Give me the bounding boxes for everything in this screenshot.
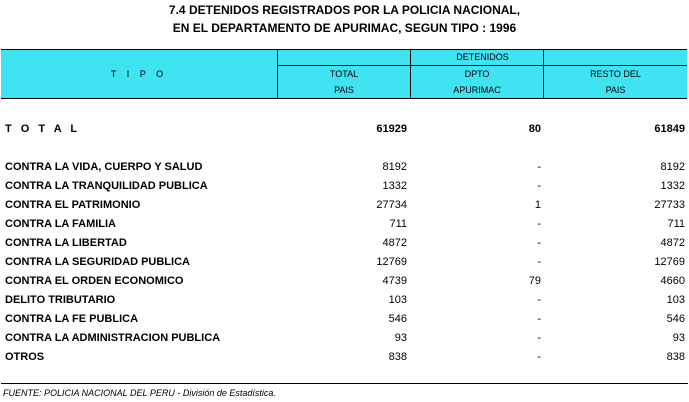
- row-total-pais: 711: [389, 218, 407, 230]
- header-detenidos: DETENIDOS: [456, 52, 509, 62]
- row-total-pais: 93: [394, 332, 407, 344]
- table-header: [1, 49, 687, 99]
- row-label: CONTRA LA FE PUBLICA: [5, 313, 139, 325]
- row-total-pais: 12769: [376, 256, 407, 268]
- table-row: [0, 256, 689, 272]
- row-apurimac: -: [537, 351, 541, 363]
- row-label: CONTRA LA SEGURIDAD PUBLICA: [5, 256, 190, 268]
- row-label: CONTRA LA FAMILIA: [5, 218, 117, 230]
- row-apurimac: -: [537, 294, 541, 306]
- page-title: 7.4 DETENIDOS REGISTRADOS POR LA POLICIA NACIONAL,: [168, 3, 521, 17]
- row-apurimac: -: [537, 218, 541, 230]
- row-resto-pais: 546: [666, 313, 685, 325]
- table-row: [0, 313, 689, 329]
- row-resto-pais: 103: [666, 294, 685, 306]
- row-total-pais: 1332: [382, 180, 407, 192]
- row-apurimac: -: [537, 256, 541, 268]
- row-label: CONTRA EL PATRIMONIO: [5, 199, 141, 211]
- row-apurimac: 79: [528, 275, 541, 287]
- table-row: [0, 275, 689, 291]
- row-label: CONTRA LA LIBERTAD: [5, 237, 127, 249]
- row-total-pais: 4872: [382, 237, 407, 249]
- row-resto-pais: 4872: [660, 237, 685, 249]
- total-row: [0, 123, 689, 139]
- row-resto-pais: 12769: [654, 256, 685, 268]
- row-resto-pais: 4660: [660, 275, 685, 287]
- row-total-pais: 103: [388, 294, 407, 306]
- row-resto-pais: 8192: [660, 161, 685, 173]
- table-row: [0, 237, 689, 253]
- page-subtitle: EN EL DEPARTAMENTO DE APURIMAC, SEGUN TIPO : 1996: [172, 21, 517, 35]
- table-row: [0, 351, 689, 367]
- header-tipo: T I P O: [110, 69, 168, 79]
- table-row: [0, 294, 689, 310]
- row-total-pais: 4739: [382, 275, 407, 287]
- row-label: DELITO TRIBUTARIO: [5, 294, 116, 306]
- table-row: [0, 161, 689, 177]
- footer-divider: [1, 383, 688, 384]
- header-col-total-l1: TOTAL: [329, 69, 359, 79]
- row-resto-pais: 838: [666, 351, 685, 363]
- row-label: OTROS: [5, 351, 45, 363]
- total-pais: 61929: [376, 123, 407, 135]
- header-col-dpto-l2: APURIMAC: [453, 85, 501, 95]
- header-group-line: [278, 65, 687, 66]
- table-row: [0, 218, 689, 234]
- row-apurimac: 1: [534, 199, 541, 211]
- header-col-resto-l1: RESTO DEL: [590, 69, 641, 79]
- row-resto-pais: 93: [672, 332, 685, 344]
- row-label: CONTRA EL ORDEN ECONOMICO: [5, 275, 184, 287]
- table-row: [0, 332, 689, 348]
- row-apurimac: -: [537, 313, 541, 325]
- row-resto-pais: 27733: [654, 199, 685, 211]
- row-total-pais: 838: [388, 351, 407, 363]
- row-label: CONTRA LA ADMINISTRACION PUBLICA: [5, 332, 221, 344]
- total-apurimac: 80: [528, 123, 541, 135]
- row-apurimac: -: [537, 332, 541, 344]
- row-apurimac: -: [537, 180, 541, 192]
- header-col-total-l2: PAIS: [334, 85, 354, 95]
- row-resto-pais: 711: [667, 218, 685, 230]
- row-total-pais: 8192: [382, 161, 407, 173]
- total-label: T O T A L: [5, 123, 81, 135]
- source-note: FUENTE: POLICIA NACIONAL DEL PERU - División de Estadística.: [3, 388, 276, 398]
- header-col-resto-l2: PAIS: [605, 85, 626, 95]
- table-row: [0, 199, 689, 215]
- row-total-pais: 27734: [376, 199, 407, 211]
- row-label: CONTRA LA TRANQUILIDAD PUBLICA: [5, 180, 208, 192]
- row-total-pais: 546: [388, 313, 407, 325]
- table-row: [0, 180, 689, 196]
- total-resto: 61849: [654, 123, 685, 135]
- row-label: CONTRA LA VIDA, CUERPO Y SALUD: [5, 161, 203, 173]
- row-apurimac: -: [537, 161, 541, 173]
- header-col-dpto-l1: DPTO: [464, 69, 490, 79]
- row-apurimac: -: [537, 237, 541, 249]
- row-resto-pais: 1332: [660, 180, 685, 192]
